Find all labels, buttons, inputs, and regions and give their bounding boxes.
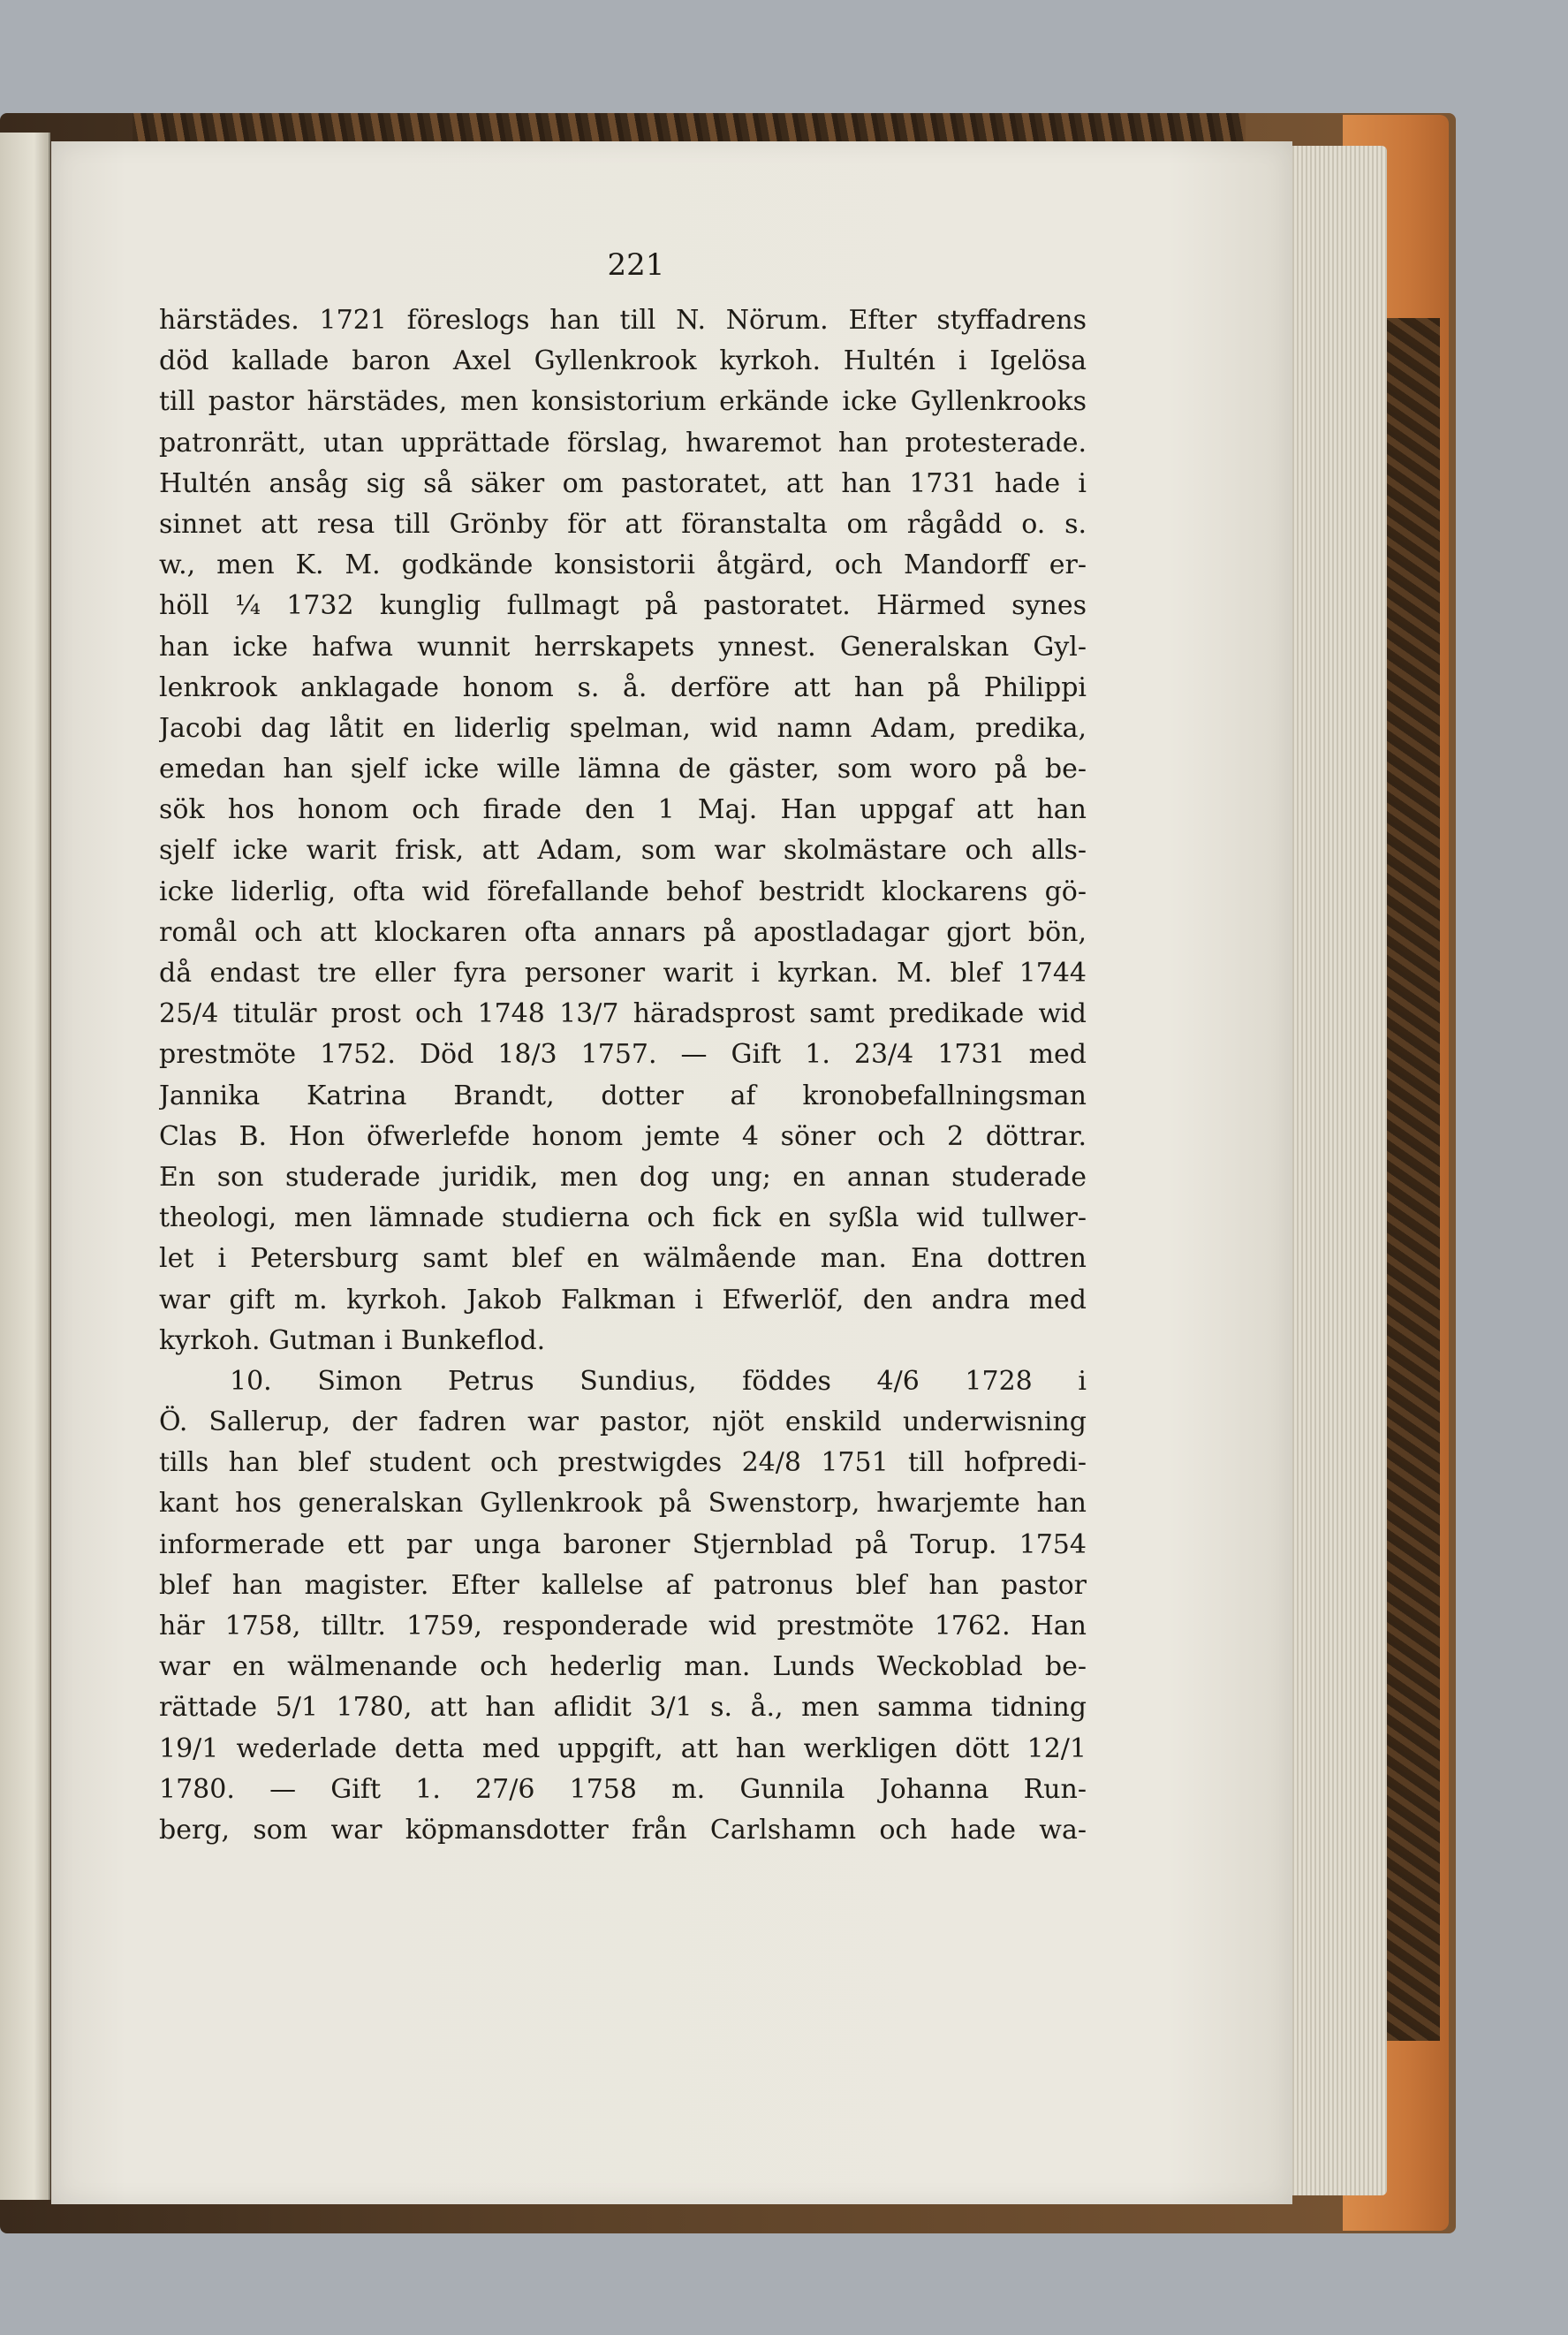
text-body <box>159 300 1087 1851</box>
text-line: han icke hafwa wunnit herrskapets ynnest. Generalskan Gyl- <box>159 631 1087 663</box>
text-line: här 1758, tilltr. 1759, responderade wid prestmöte 1762. Han <box>159 1611 1087 1641</box>
text-line: höll ¼ 1732 kunglig fullmagt på pastoratet. Härmed synes <box>159 590 1087 622</box>
text-line: sjelf icke warit frisk, att Adam, som war skolmästare och alls- <box>159 835 1087 867</box>
text-line: blef han magister. Efter kallelse af patronus blef han pastor <box>159 1569 1087 1601</box>
text-line: 25/4 titulär prost och 1748 13/7 häradsprost samt predikade wid <box>159 998 1087 1030</box>
text-line: berg, som war köpmansdotter från Carlshamn och hade wa- <box>159 1814 1087 1846</box>
marbled-board <box>1378 318 1440 2041</box>
text-line: Jacobi dag låtit en liderlig spelman, wid namn Adam, predika, <box>159 712 1087 744</box>
text-line: emedan han sjelf icke wille lämna de gäster, som woro på be- <box>159 754 1087 785</box>
text-line: Clas B. Hon öfwerlefde honom jemte 4 söner och 2 döttrar. <box>159 1120 1087 1152</box>
text-line: w., men K. M. godkände konsistorii åtgärd, och Mandorff er- <box>159 550 1087 581</box>
text-line: prestmöte 1752. Död 18/3 1757. — Gift 1. 23/4 1731 med <box>159 1039 1087 1071</box>
text-line: let i Petersburg samt blef en wälmående man. Ena dottren <box>159 1243 1087 1275</box>
text-line: icke liderlig, ofta wid förefallande behof bestridt klockarens gö- <box>159 876 1087 907</box>
text-line: till pastor härstädes, men konsistorium erkände icke Gyllenkrooks <box>159 386 1087 418</box>
section-heading-line: 10. Simon Petrus Sundius, föddes 4/6 1728 i <box>230 1365 1087 1397</box>
text-line: död kallade baron Axel Gyllenkrook kyrkoh. Hultén i Igelösa <box>159 345 1087 377</box>
text-line: informerade ett par unga baroner Stjernblad på Torup. 1754 <box>159 1528 1087 1560</box>
page-number: 221 <box>607 247 665 283</box>
text-line: theologi, men lämnade studierna och fick en syßla wid tullwer- <box>159 1202 1087 1234</box>
text-line: romål och att klockaren ofta annars på apostladagar gjort bön, <box>159 916 1087 948</box>
text-line: Jannika Katrina Brandt, dotter af kronobefallningsman <box>159 1080 1087 1111</box>
text-line: härstädes. 1721 föreslogs han till N. Nörum. Efter styffadrens <box>159 305 1087 336</box>
text-line: 19/1 wederlade detta med uppgift, att han werkligen dött 12/1 <box>159 1732 1087 1764</box>
text-line: lenkrook anklagade honom s. å. derföre att han på Philippi <box>159 671 1087 703</box>
text-line: sinnet att resa till Grönby för att föranstalta om rågådd o. s. <box>159 508 1087 540</box>
text-line: kant hos generalskan Gyllenkrook på Swenstorp, hwarjemte han <box>159 1488 1087 1520</box>
left-page-edge <box>0 133 50 2200</box>
text-line: då endast tre eller fyra personer warit i kyrkan. M. blef 1744 <box>159 958 1087 989</box>
text-line: En son studerade juridik, men dog ung; en annan studerade <box>159 1161 1087 1193</box>
text-line: Ö. Sallerup, der fadren war pastor, njöt enskild underwisning <box>159 1406 1087 1438</box>
text-line: 1780. — Gift 1. 27/6 1758 m. Gunnila Johanna Run- <box>159 1773 1087 1805</box>
text-line: Hultén ansåg sig så säker om pastoratet, att han 1731 hade i <box>159 467 1087 499</box>
text-line: kyrkoh. Gutman i Bunkeflod. <box>159 1324 546 1356</box>
text-line: patronrätt, utan upprättade förslag, hwaremot han protesterade. <box>159 427 1087 459</box>
text-line: sök hos honom och firade den 1 Maj. Han uppgaf att han <box>159 794 1087 826</box>
text-line: tills han blef student och prestwigdes 24/8 1751 till hofpredi- <box>159 1447 1087 1479</box>
text-line: rättade 5/1 1780, att han aflidit 3/1 s. å., men samma tidning <box>159 1692 1087 1724</box>
text-line: war gift m. kyrkoh. Jakob Falkman i Efwerlöf, den andra med <box>159 1284 1087 1315</box>
text-line: war en wälmenande och hederlig man. Lunds Weckoblad be- <box>159 1651 1087 1683</box>
